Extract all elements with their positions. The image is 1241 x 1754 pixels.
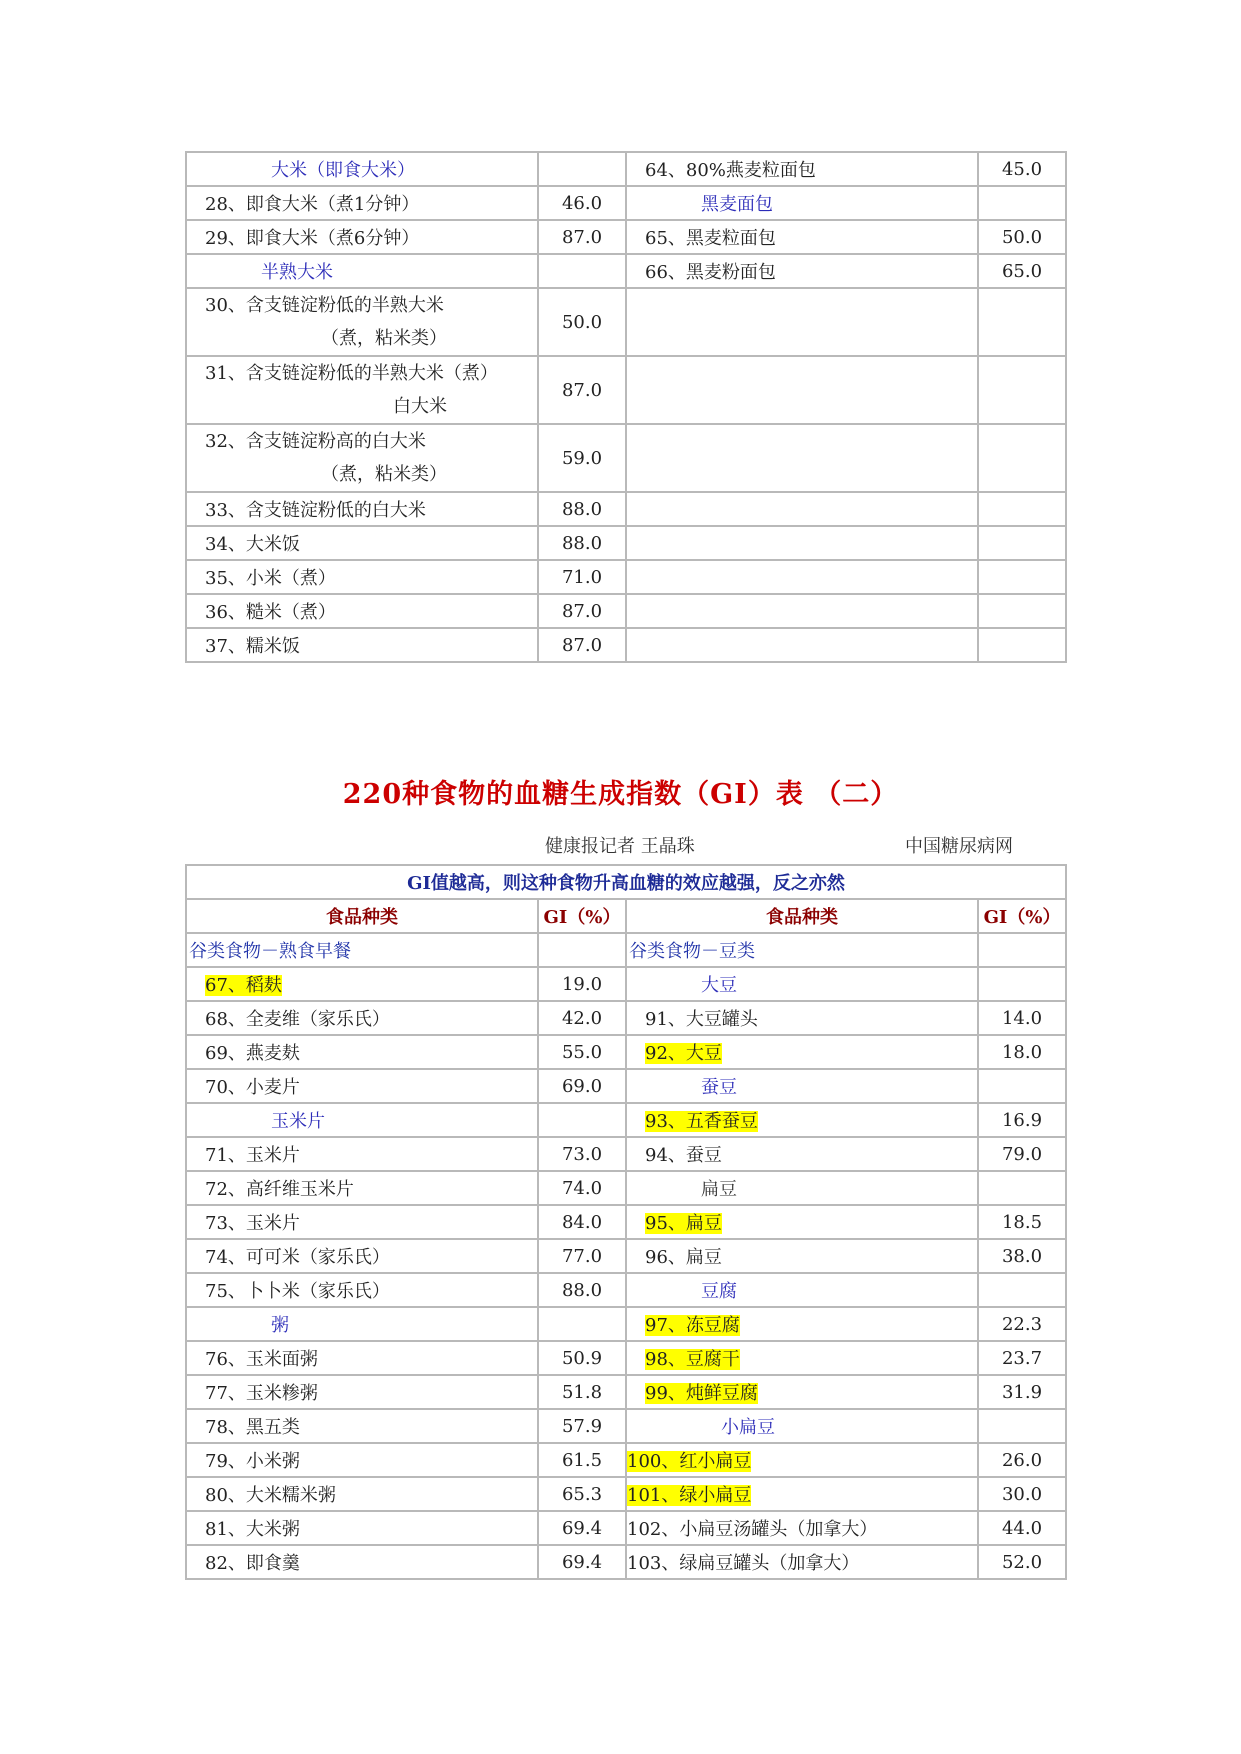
highlighted-text: 97、冻豆腐 [645,1315,740,1336]
highlighted-text: 98、豆腐干 [645,1349,740,1370]
gi-value [978,1273,1066,1307]
gi-value: 51.8 [538,1375,626,1409]
food-item-line1: 31、含支链淀粉低的半熟大米（煮） [205,363,498,384]
gi-value [978,526,1066,560]
food-item [626,594,978,628]
gi-table-continued [185,151,1067,663]
food-item [186,288,538,356]
gi-value: 31.9 [978,1375,1066,1409]
gi-value [538,1103,626,1137]
highlighted-text: 95、扁豆 [645,1213,722,1234]
gi-value [978,186,1066,220]
gi-value [978,594,1066,628]
group-heading: 谷类食物－熟食早餐 [186,933,538,967]
category-cell: 扁豆 [626,1171,978,1205]
category-cell: 玉米片 [186,1103,538,1137]
group-heading: 谷类食物－豆类 [626,933,978,967]
food-item: 78、黑五类 [186,1409,538,1443]
category-cell: 小扁豆 [626,1409,978,1443]
food-item: 94、蚕豆 [626,1137,978,1171]
gi-value [978,560,1066,594]
gi-value: 65.3 [538,1477,626,1511]
food-item: 35、小米（煮） [186,560,538,594]
gi-value: 61.5 [538,1443,626,1477]
food-item: 102、小扁豆汤罐头（加拿大） [626,1511,978,1545]
food-item: 80、大米糯米粥 [186,1477,538,1511]
food-item: 79、小米粥 [186,1443,538,1477]
food-item [626,1477,978,1511]
category-cell: 半熟大米 [186,254,538,288]
highlighted-text: 100、红小扁豆 [627,1451,752,1472]
gi-value [978,967,1066,1001]
food-item-line2: 白大米 [393,396,447,417]
food-item: 28、即食大米（煮1分钟） [186,186,538,220]
gi-value: 30.0 [978,1477,1066,1511]
food-item [626,1103,978,1137]
food-item: 71、玉米片 [186,1137,538,1171]
food-item-line2: （煮，粘米类） [321,328,447,349]
gi-value [538,1307,626,1341]
category-cell: 大米（即食大米） [186,152,538,186]
gi-value: 84.0 [538,1205,626,1239]
food-item: 91、大豆罐头 [626,1001,978,1035]
food-item: 37、糯米饭 [186,628,538,662]
gi-value: 73.0 [538,1137,626,1171]
gi-value: 19.0 [538,967,626,1001]
gi-value [978,424,1066,492]
page-title: 220种食物的血糖生成指数（GI）表 （二） [342,779,899,810]
gi-value [978,628,1066,662]
gi-value: 46.0 [538,186,626,220]
table-banner: GI值越高，则这种食物升高血糖的效应越强，反之亦然 [186,865,1066,899]
gi-value: 50.0 [978,220,1066,254]
gi-value: 42.0 [538,1001,626,1035]
category-cell: 大豆 [626,967,978,1001]
gi-value: 74.0 [538,1171,626,1205]
gi-value [978,933,1066,967]
food-item: 68、全麦维（家乐氏） [186,1001,538,1035]
gi-value [538,152,626,186]
food-item: 103、绿扁豆罐头（加拿大） [626,1545,978,1579]
category-cell: 豆腐 [626,1273,978,1307]
food-item [186,356,538,424]
gi-value: 69.4 [538,1545,626,1579]
food-item: 33、含支链淀粉低的白大米 [186,492,538,526]
gi-value: 87.0 [538,628,626,662]
gi-value: 50.9 [538,1341,626,1375]
food-item [626,1443,978,1477]
food-item: 65、黑麦粒面包 [626,220,978,254]
food-item: 36、糙米（煮） [186,594,538,628]
food-item [626,1375,978,1409]
category-cell: 蚕豆 [626,1069,978,1103]
header-gi: GI（%） [978,899,1066,933]
gi-value [538,933,626,967]
header-gi: GI（%） [538,899,626,933]
gi-value [978,288,1066,356]
gi-value: 23.7 [978,1341,1066,1375]
gi-value: 18.0 [978,1035,1066,1069]
gi-value: 26.0 [978,1443,1066,1477]
highlighted-text: 101、绿小扁豆 [627,1485,752,1506]
food-item-line1: 32、含支链淀粉高的白大米 [205,431,426,452]
gi-value: 79.0 [978,1137,1066,1171]
highlighted-text: 99、炖鲜豆腐 [645,1383,758,1404]
food-item: 64、80%燕麦粒面包 [626,152,978,186]
gi-value: 77.0 [538,1239,626,1273]
gi-value [538,254,626,288]
gi-value [978,492,1066,526]
gi-value: 88.0 [538,526,626,560]
gi-value: 88.0 [538,492,626,526]
food-item: 76、玉米面粥 [186,1341,538,1375]
food-item: 82、即食羹 [186,1545,538,1579]
gi-value [978,1069,1066,1103]
highlighted-text: 93、五香蚕豆 [645,1111,758,1132]
gi-value [978,356,1066,424]
gi-value: 69.0 [538,1069,626,1103]
gi-value: 88.0 [538,1273,626,1307]
byline-author: 健康报记者 王晶珠 [545,836,695,857]
food-item [626,560,978,594]
header-food-type: 食品种类 [626,899,978,933]
food-item [626,356,978,424]
food-item: 69、燕麦麸 [186,1035,538,1069]
food-item: 73、玉米片 [186,1205,538,1239]
gi-value: 87.0 [538,594,626,628]
food-item: 75、卜卜米（家乐氏） [186,1273,538,1307]
gi-value: 59.0 [538,424,626,492]
highlighted-text: 92、大豆 [645,1043,722,1064]
food-item: 77、玉米糁粥 [186,1375,538,1409]
food-item [626,1307,978,1341]
gi-value: 38.0 [978,1239,1066,1273]
gi-value: 55.0 [538,1035,626,1069]
food-item: 74、可可米（家乐氏） [186,1239,538,1273]
category-cell: 粥 [186,1307,538,1341]
gi-value: 52.0 [978,1545,1066,1579]
food-item [626,1205,978,1239]
food-item [626,288,978,356]
food-item-line2: （煮，粘米类） [321,464,447,485]
gi-value: 71.0 [538,560,626,594]
food-item: 96、扁豆 [626,1239,978,1273]
gi-value: 50.0 [538,288,626,356]
gi-value: 22.3 [978,1307,1066,1341]
food-item-line1: 30、含支链淀粉低的半熟大米 [205,295,444,316]
highlighted-text: 67、稻麸 [205,975,282,996]
food-item [626,1341,978,1375]
gi-value: 18.5 [978,1205,1066,1239]
gi-value: 87.0 [538,356,626,424]
food-item: 66、黑麦粉面包 [626,254,978,288]
category-cell: 黑麦面包 [626,186,978,220]
food-item [626,424,978,492]
header-food-type: 食品种类 [186,899,538,933]
food-item [626,1035,978,1069]
gi-value: 87.0 [538,220,626,254]
food-item: 72、高纤维玉米片 [186,1171,538,1205]
food-item [626,628,978,662]
food-item [626,526,978,560]
food-item [186,967,538,1001]
food-item: 81、大米粥 [186,1511,538,1545]
food-item [186,424,538,492]
gi-value: 65.0 [978,254,1066,288]
gi-value: 16.9 [978,1103,1066,1137]
byline-source: 中国糖尿病网 [905,836,1013,857]
gi-value: 57.9 [538,1409,626,1443]
food-item [626,492,978,526]
food-item: 34、大米饭 [186,526,538,560]
gi-value: 44.0 [978,1511,1066,1545]
gi-value: 14.0 [978,1001,1066,1035]
food-item: 70、小麦片 [186,1069,538,1103]
gi-value [978,1409,1066,1443]
gi-table-part-two [185,864,1067,1580]
gi-value [978,1171,1066,1205]
food-item: 29、即食大米（煮6分钟） [186,220,538,254]
gi-value: 45.0 [978,152,1066,186]
byline [0,832,1241,856]
gi-value: 69.4 [538,1511,626,1545]
